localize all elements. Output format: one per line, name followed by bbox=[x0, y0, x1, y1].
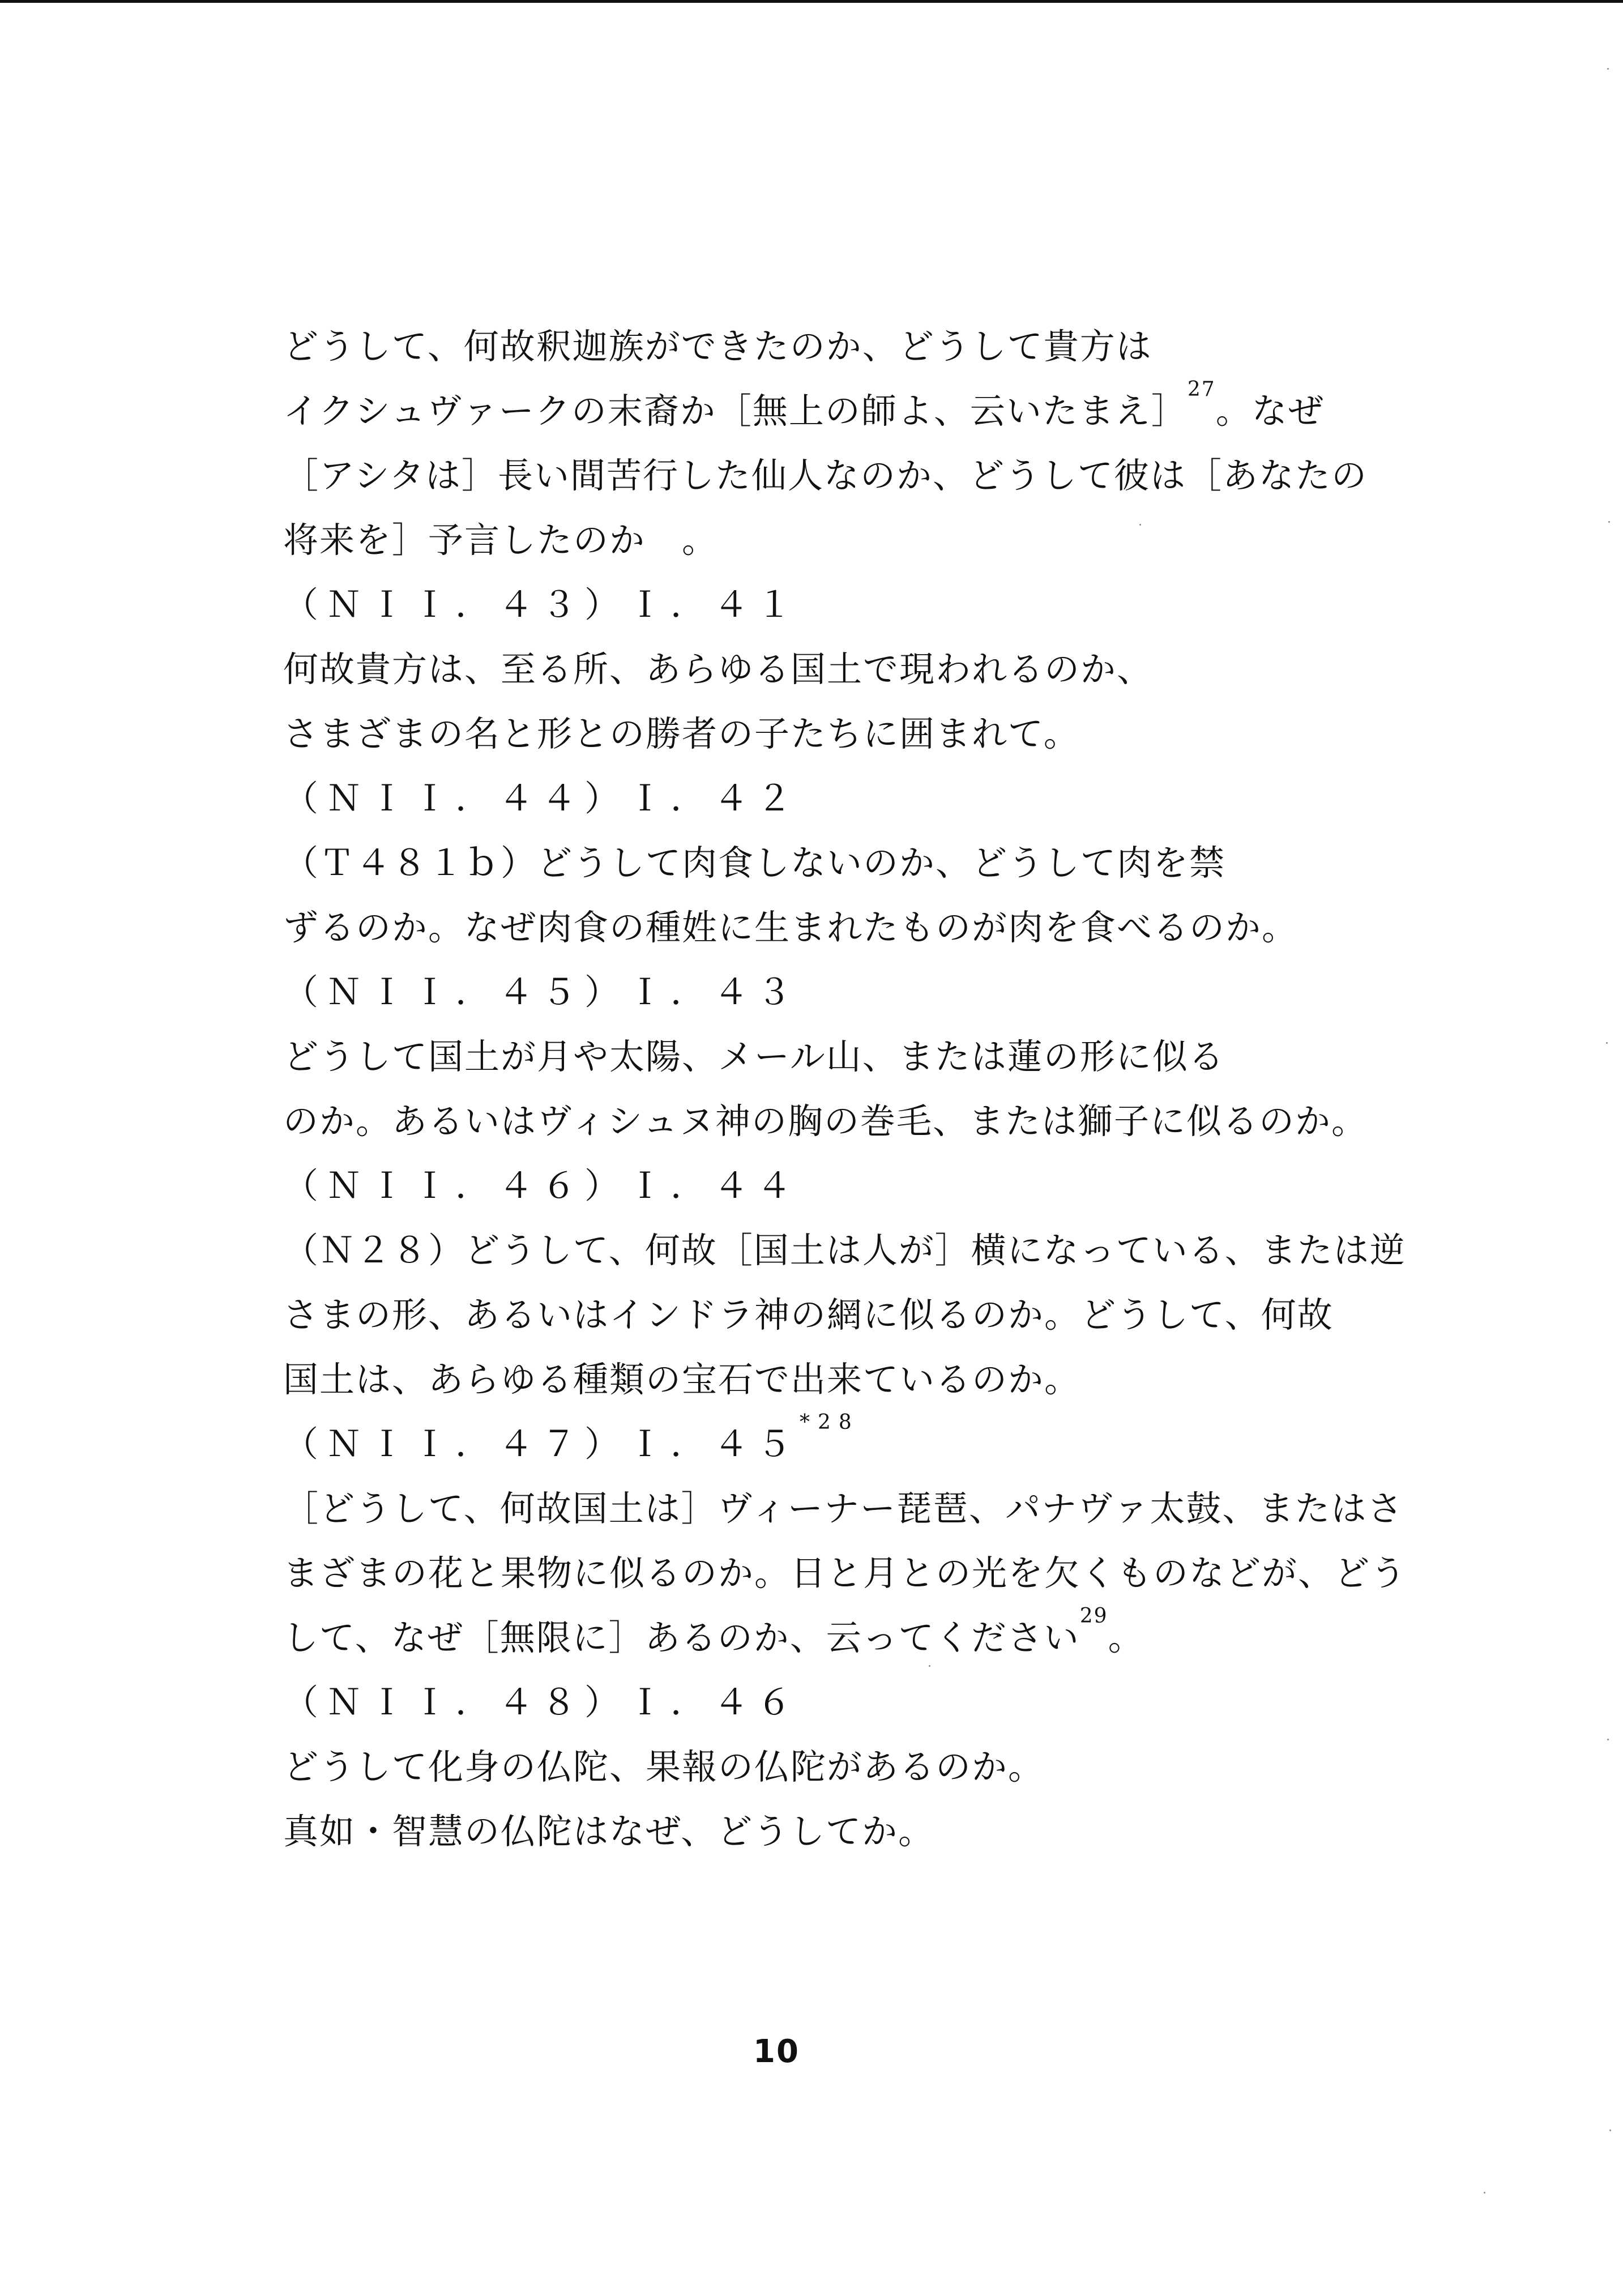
text-line: 将来を］予言したのか 。 bbox=[283, 519, 719, 561]
page-body bbox=[283, 314, 1407, 1864]
scan-speck bbox=[1609, 2129, 1611, 2131]
text-line: さまざまの名と形との勝者の子たちに囲まれて。 bbox=[283, 713, 1080, 754]
text-line: ［アシタは］長い間苦行した仙人なのか、どうして彼は［あなたの bbox=[283, 455, 1368, 496]
scan-speck bbox=[1606, 1042, 1608, 1044]
scan-speck bbox=[1608, 521, 1610, 523]
text-line: 何故貴方は、至る所、あらゆる国土で現われるのか、 bbox=[283, 648, 1154, 690]
scan-speck bbox=[929, 1665, 930, 1667]
text-line: どうして、何故釈迦族ができたのか、どうして貴方は bbox=[283, 326, 1152, 367]
verse-reference: （ＮＩＩ．４８）Ｉ．４６ bbox=[283, 1682, 800, 1723]
text-line: 国土は、あらゆる種類の宝石で出来ているのか。 bbox=[283, 1359, 1081, 1400]
footnote-marker: 27 bbox=[1187, 378, 1216, 402]
verse-reference: （ＮＩＩ．４７）Ｉ．４５$^{*28}$ bbox=[283, 1411, 860, 1465]
verse-reference: （ＮＩＩ．４６）Ｉ．４４ bbox=[283, 1165, 800, 1206]
scan-speck bbox=[1607, 1739, 1609, 1740]
scan-speck bbox=[1139, 524, 1141, 526]
text-line: （Ｔ４８１ｂ）どうして肉食しないのか、どうして肉を禁 bbox=[283, 842, 1226, 884]
verse-reference: （ＮＩＩ．４５）Ｉ．４３ bbox=[283, 971, 800, 1013]
text-line: どうして化身の仏陀、果報の仏陀があるのか。 bbox=[283, 1746, 1045, 1787]
footnote-marker: 29 bbox=[1079, 1604, 1108, 1628]
text-line: （Ｎ２８）どうして、何故［国土は人が］横になっている、または逆 bbox=[283, 1230, 1406, 1271]
text-line: 真如・智慧の仏陀はなぜ、どうしてか。 bbox=[283, 1811, 935, 1852]
page-top-edge bbox=[0, 0, 1623, 3]
text-line: さまの形、あるいはインドラ神の網に似るのか。どうして、何故 bbox=[283, 1294, 1334, 1335]
text-line: どうして国土が月や太陽、メール山、または蓮の形に似る bbox=[283, 1036, 1225, 1077]
page-number: 10 bbox=[753, 2033, 800, 2070]
verse-reference: （ＮＩＩ．４４）Ｉ．４２ bbox=[283, 778, 800, 819]
scan-speck bbox=[1607, 68, 1609, 70]
scan-speck bbox=[1484, 2192, 1485, 2193]
text-line: イクシュヴァークの末裔か［無上の師よ、云いたまえ］$^{27}$。なぜ bbox=[283, 378, 1325, 432]
footnote-marker: *28 bbox=[800, 1411, 860, 1435]
text-line: のか。あるいはヴィシュヌ神の胸の巻毛、または獅子に似るのか。 bbox=[283, 1100, 1368, 1142]
text-line: して、なぜ［無限に］あるのか、云ってください$^{29}$。 bbox=[283, 1604, 1144, 1658]
text-line: まざまの花と果物に似るのか。日と月との光を欠くものなどが、どう bbox=[283, 1552, 1407, 1594]
text-line: ［どうして、何故国土は］ヴィーナー琵琶、パナヴァ太鼓、またはさ bbox=[283, 1488, 1404, 1529]
verse-reference: （ＮＩＩ．４３）Ｉ．４１ bbox=[283, 584, 800, 625]
text-line: ずるのか。なぜ肉食の種姓に生まれたものが肉を食べるのか。 bbox=[283, 907, 1299, 948]
